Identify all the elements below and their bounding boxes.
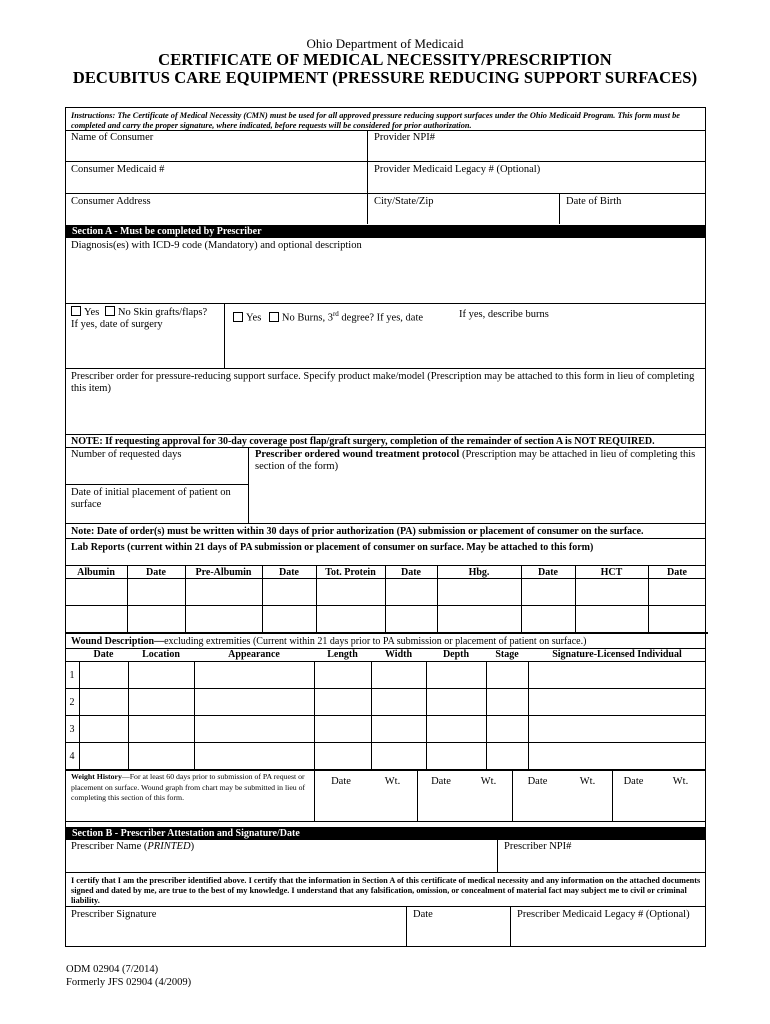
- lab-col-0: Albumin: [77, 567, 115, 578]
- consumer-medicaid-field[interactable]: Consumer Medicaid #: [71, 164, 165, 175]
- wound-col-5: Depth: [442, 649, 470, 660]
- wound-col-3: Length: [327, 649, 358, 660]
- lab-cell-9-2[interactable]: [649, 606, 705, 631]
- wound-cell-1-1[interactable]: [80, 662, 127, 687]
- wound-row-number: 3: [69, 724, 75, 735]
- burns-no-label: No Burns, 3: [281, 312, 333, 324]
- lab-cell-8-1[interactable]: [576, 579, 647, 604]
- lab-col-9: Date: [667, 567, 687, 578]
- attestation-text: I certify that I am the prescriber identified above. I certify that the information in Section A of this certificate of medical necessity and any information on the attached documents signed and dated by me, are true to the best of my knowledge. I understand that any falsification, omission, or concealment of material fact may subject me to civil or criminal liability.: [71, 876, 701, 905]
- wound-cell-2-8[interactable]: [529, 689, 705, 714]
- wound-cell-4-6[interactable]: [427, 743, 485, 768]
- consumer-name-field[interactable]: Name of Consumer: [71, 132, 154, 143]
- weight-col-2: Date: [431, 776, 451, 787]
- wound-cell-1-6[interactable]: [427, 662, 485, 687]
- signature-date-field[interactable]: Date: [413, 909, 433, 920]
- wound-col-4: Width: [384, 649, 413, 660]
- wound-cell-2-2[interactable]: [129, 689, 193, 714]
- instructions-text: Instructions: The Certificate of Medical Necessity (CMN) must be used for all approved pressure reducing support surfaces under the Ohio Medicaid Program. This form must be completed and carry the proper signature, where indicated, before requests will be considered for prior authorization.: [71, 111, 680, 130]
- weight-col-4: Date: [527, 776, 548, 787]
- lab-cell-7-1[interactable]: [522, 579, 574, 604]
- protocol-bold-label: Prescriber ordered wound treatment protocol: [255, 449, 460, 460]
- lab-col-3: Date: [279, 567, 299, 578]
- form-number: ODM 02904 (7/2014): [66, 964, 159, 975]
- diagnosis-field[interactable]: Diagnosis(es) with ICD-9 code (Mandatory) and optional description: [71, 240, 362, 251]
- lab-cell-5-1[interactable]: [386, 579, 436, 604]
- lab-cell-6-2[interactable]: [438, 606, 520, 631]
- lab-col-4: Tot. Protein: [325, 567, 376, 578]
- wound-col-0: Date: [93, 649, 114, 660]
- weight-col-3: Wt.: [480, 776, 497, 787]
- weight-history-title: [71, 772, 311, 804]
- wound-row-number: 4: [69, 751, 75, 762]
- weight-cell-0[interactable]: [315, 790, 367, 820]
- date-of-birth-field[interactable]: Date of Birth: [566, 196, 622, 207]
- protocol-rest-label: (Prescription may be attached in lieu of completing this section of the form): [255, 449, 696, 472]
- weight-cell-1[interactable]: [369, 790, 416, 820]
- burns-superscript: rd: [332, 310, 339, 318]
- order-date-note: Note: Date of order(s) must be written within 30 days of prior authorization (PA) submission or placement of consumer on the surface.: [71, 526, 644, 537]
- form-title-line-1: CERTIFICATE OF MEDICAL NECESSITY/PRESCRIPTION: [158, 50, 612, 69]
- lab-col-7: Date: [538, 567, 558, 578]
- wound-cell-2-4[interactable]: [315, 689, 370, 714]
- weight-col-1: Wt.: [384, 776, 401, 787]
- wound-cell-2-6[interactable]: [427, 689, 485, 714]
- lab-cell-2-1[interactable]: [186, 579, 261, 604]
- lab-cell-9-1[interactable]: [649, 579, 705, 604]
- wound-description-title: [71, 636, 586, 648]
- burns-no-checkbox[interactable]: [269, 312, 279, 322]
- weight-col-6: Date: [623, 776, 644, 787]
- wound-cell-3-5[interactable]: [372, 716, 425, 741]
- wound-cell-2-7[interactable]: [487, 689, 527, 714]
- weight-cell-7[interactable]: [656, 790, 705, 820]
- formerly-form-number: Formerly JFS 02904 (4/2009): [66, 977, 192, 988]
- skin-grafts-question: [71, 306, 207, 319]
- weight-cell-4[interactable]: [513, 790, 562, 820]
- wound-row-number: 2: [69, 697, 75, 708]
- section-a-header: Section A - Must be completed by Prescriber: [66, 225, 706, 238]
- weight-title-bold: Weight History: [71, 772, 122, 781]
- wound-cell-4-8[interactable]: [529, 743, 705, 768]
- wound-title-dash: —: [154, 636, 165, 647]
- wound-cell-3-6[interactable]: [427, 716, 485, 741]
- wound-protocol-field[interactable]: [255, 449, 700, 473]
- section-b-header: Section B - Prescriber Attestation and Signature/Date: [66, 827, 706, 840]
- lab-col-2: Pre-Albumin: [195, 567, 252, 578]
- weight-col-5: Wt.: [579, 776, 596, 787]
- requested-days-field[interactable]: Number of requested days: [71, 449, 182, 460]
- lab-cell-4-1[interactable]: [317, 579, 384, 604]
- prescriber-name-field[interactable]: [71, 841, 194, 853]
- lab-cell-3-2[interactable]: [263, 606, 315, 631]
- burns-describe-field[interactable]: If yes, describe burns: [459, 309, 549, 320]
- lab-cell-5-2[interactable]: [386, 606, 436, 631]
- lab-col-1: Date: [146, 567, 166, 578]
- wound-col-2: Appearance: [228, 649, 280, 660]
- wound-col-6: Stage: [495, 649, 519, 660]
- wound-cell-4-7[interactable]: [487, 743, 527, 768]
- weight-cell-2[interactable]: [418, 790, 464, 820]
- wound-cell-1-3[interactable]: [195, 662, 313, 687]
- wound-cell-4-1[interactable]: [80, 743, 127, 768]
- prescriber-npi-field[interactable]: Prescriber NPI#: [504, 841, 572, 852]
- lab-col-8: HCT: [600, 567, 623, 578]
- lab-cell-6-1[interactable]: [438, 579, 520, 604]
- initial-placement-field[interactable]: Date of initial placement of patient on surface: [71, 487, 231, 510]
- skin-no-label: No Skin grafts/flaps?: [117, 307, 208, 318]
- wound-cell-1-4[interactable]: [315, 662, 370, 687]
- note-30-day: NOTE: If requesting approval for 30-day coverage post flap/graft surgery, completion of the remainder of section A is NOT REQUIRED.: [71, 436, 655, 447]
- lab-cell-1-1[interactable]: [128, 579, 184, 604]
- lab-cell-3-1[interactable]: [263, 579, 315, 604]
- lab-cell-4-2[interactable]: [317, 606, 384, 631]
- weight-col-7: Wt.: [672, 776, 689, 787]
- skin-no-checkbox[interactable]: [105, 306, 115, 316]
- lab-cell-2-2[interactable]: [186, 606, 261, 631]
- wound-cell-3-7[interactable]: [487, 716, 527, 741]
- weight-cell-5[interactable]: [564, 790, 611, 820]
- burns-yes-label: Yes: [246, 312, 262, 324]
- consumer-address-field[interactable]: Consumer Address: [71, 196, 151, 207]
- agency-name: Ohio Department of Medicaid: [306, 36, 464, 51]
- lab-cell-0-2[interactable]: [66, 606, 126, 631]
- burns-yes-checkbox[interactable]: [233, 312, 243, 322]
- wound-cell-1-7[interactable]: [487, 662, 527, 687]
- provider-legacy-field[interactable]: Provider Medicaid Legacy # (Optional): [374, 164, 541, 175]
- wound-col-7: Signature-Licensed Individual: [552, 649, 682, 660]
- printed-label: PRINTED: [147, 841, 191, 852]
- wound-cell-1-5[interactable]: [372, 662, 425, 687]
- lab-col-5: Date: [401, 567, 421, 578]
- weight-cell-3[interactable]: [466, 790, 511, 820]
- prescriber-name-label: Prescriber Name (: [71, 841, 148, 852]
- skin-yes-label: Yes: [84, 307, 100, 318]
- wound-row-number: 1: [69, 670, 75, 681]
- wound-cell-4-2[interactable]: [129, 743, 193, 768]
- wound-title-rest: excluding extremities (Current within 21 days prior to PA submission or placement of patient on surface.): [164, 636, 587, 647]
- prescriber-order-field[interactable]: Prescriber order for pressure-reducing support surface. Specify product make/model (Prescription may be attached to this form in lieu of completing this item): [71, 371, 695, 394]
- city-state-zip-field[interactable]: City/State/Zip: [374, 196, 434, 207]
- wound-cell-3-3[interactable]: [195, 716, 313, 741]
- wound-cell-3-2[interactable]: [129, 716, 193, 741]
- burns-date-label[interactable]: degree? If yes, date: [338, 312, 424, 324]
- form-title-line-2: DECUBITUS CARE EQUIPMENT (PRESSURE REDUCING SUPPORT SURFACES): [72, 68, 698, 87]
- lab-cell-0-1[interactable]: [66, 579, 126, 604]
- wound-title-bold: Wound Description: [71, 636, 155, 647]
- wound-cell-2-3[interactable]: [195, 689, 313, 714]
- weight-col-0: Date: [331, 776, 351, 787]
- wound-cell-1-2[interactable]: [129, 662, 193, 687]
- prescriber-name-close: ): [190, 841, 195, 852]
- wound-cell-2-1[interactable]: [80, 689, 127, 714]
- burns-question: [233, 308, 423, 325]
- wound-cell-3-8[interactable]: [529, 716, 705, 741]
- wound-cell-4-4[interactable]: [315, 743, 370, 768]
- wound-cell-4-3[interactable]: [195, 743, 313, 768]
- wound-cell-2-5[interactable]: [372, 689, 425, 714]
- lab-cell-1-2[interactable]: [128, 606, 184, 631]
- wound-col-1: Location: [142, 649, 180, 660]
- wound-cell-4-5[interactable]: [372, 743, 425, 768]
- surgery-date-field[interactable]: If yes, date of surgery: [71, 319, 163, 330]
- weight-title-rest: —For at least 60 days prior to submission of PA request or placement on surface. Wound graph from chart may be submitted in lieu of completing this section of this form.: [71, 772, 306, 802]
- lab-cell-8-2[interactable]: [576, 606, 647, 631]
- prescriber-legacy-field[interactable]: Prescriber Medicaid Legacy # (Optional): [517, 909, 690, 920]
- lab-col-6: Hbg.: [468, 567, 490, 578]
- prescriber-signature-field[interactable]: Prescriber Signature: [71, 909, 157, 920]
- provider-npi-field[interactable]: Provider NPI#: [374, 132, 435, 143]
- wound-cell-3-4[interactable]: [315, 716, 370, 741]
- lab-reports-title: Lab Reports (current within 21 days of PA submission or placement of consumer on surface. May be attached to this form): [71, 542, 594, 553]
- weight-cell-6[interactable]: [613, 790, 654, 820]
- wound-cell-1-8[interactable]: [529, 662, 705, 687]
- skin-yes-checkbox[interactable]: [71, 306, 81, 316]
- lab-cell-7-2[interactable]: [522, 606, 574, 631]
- wound-cell-3-1[interactable]: [80, 716, 127, 741]
